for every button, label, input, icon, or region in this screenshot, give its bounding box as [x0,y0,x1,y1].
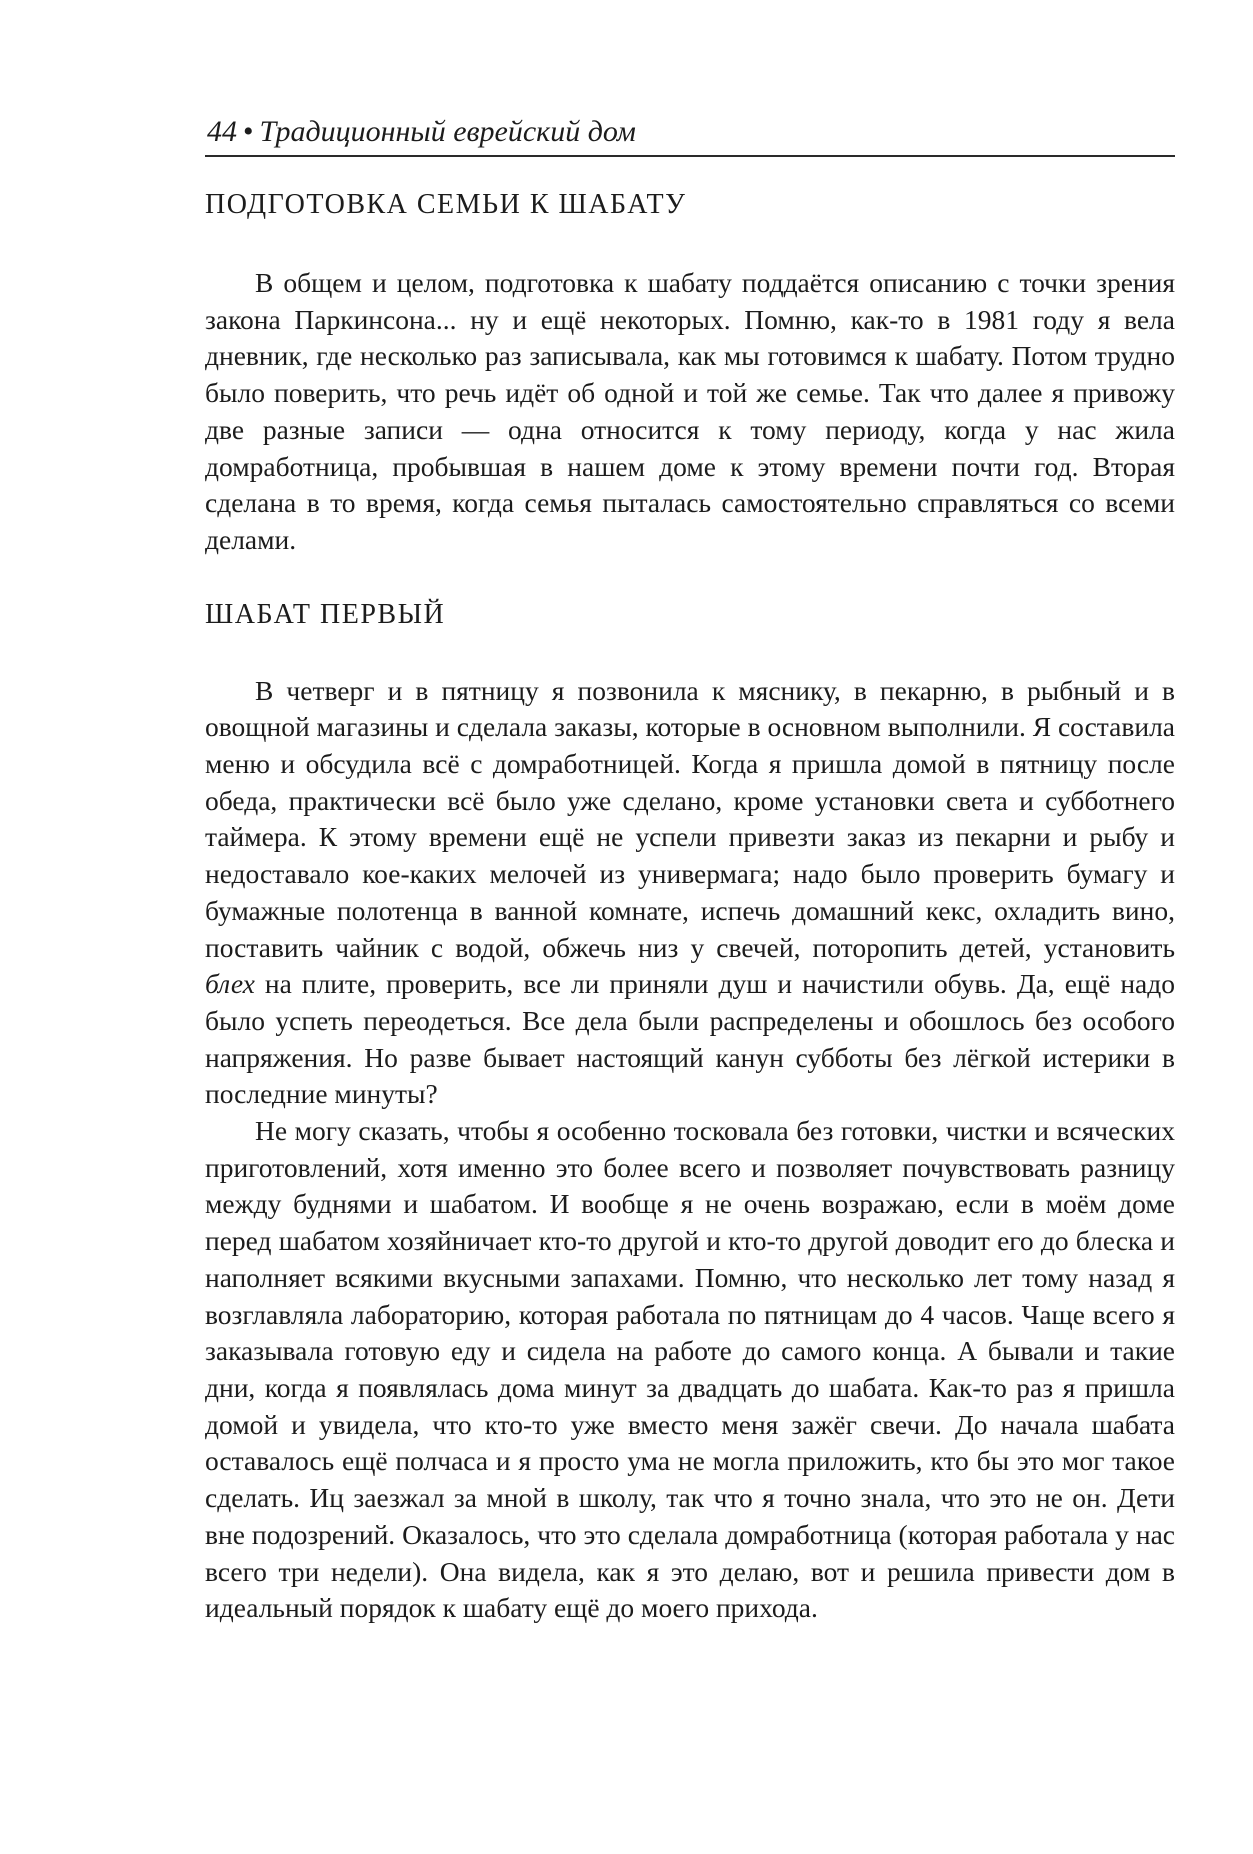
page-number: 44 [207,115,237,148]
running-head [205,112,1175,157]
paragraph-intro: В общем и целом, подготовка к шабату поддаётся описанию с точки зрения закона Паркинсона... ну и ещё некоторых. Помню, как-то в 1981 году я вела дневник, где несколько раз записывала, как мы готовимся к шабату. Потом трудно было поверить, что речь идёт об одной и той же семье. Так что далее я привожу две разные записи — одна относится к тому периоду, когда у нас жила домработница, пробывшая в нашем доме к этому времени почти год. Вторая сделана в то время, когда семья пыталась самостоятельно справляться со всеми делами. [205,267,1175,555]
paragraph-text-before: В четверг и в пятницу я позвонила к мяснику, в пекарню, в рыбный и в овощной магазины и сделала заказы, которые в основном выполнили. Я составила меню и обсудила всё с домработницей. Когда я пришла домой в пятницу после обеда, практически всё было уже сделано, кроме установки света и субботнего таймера. К этому времени ещё не успели привезти заказ из пекарни и рыбу и недоставало кое-каких мелочей из универмага; надо было проверить бумагу и бумажные полотенца в ванной комнате, испечь домашний кекс, охладить вино, поставить чайник с водой, обжечь низ у свечей, поторопить детей, установить [205,674,1175,963]
section-heading-first-shabbat: ШАБАТ ПЕРВЫЙ [205,598,446,630]
paragraph-housekeeper: Не могу сказать, чтобы я особенно тосковала без готовки, чистки и всяческих приготовлений, хотя именно это более всего и позволяет почувствовать разницу между буднями и шабатом. И вообще я не очень возражаю, если в моём доме перед шабатом хозяйничает кто-то другой и кто-то другой доводит его до блеска и наполняет всякими вкусными запахами. Помню, что несколько лет тому назад я возглавляла лабораторию, которая работала по пятницам до 4 часов. Чаще всего я заказывала готовую еду и сидела на работе до самого конца. А бывали и такие дни, когда я появлялась дома минут за двадцать до шабата. Как-то раз я пришла домой и увидела, что кто-то уже вместо меня зажёг свечи. До начала шабата оставалось ещё полчаса и я просто ума не могла приложить, кто бы это мог такое сделать. Иц заезжал за мной в школу, так что я точно знала, что это не он. Дети вне подозрений. Оказалось, что это сделала домработница (которая работала у нас всего три недели). Она видела, как я это делаю, вот и решила привести дом в идеальный порядок к шабату ещё до моего прихода. [205,1115,1175,1624]
paragraph-text-after: на плите, проверить, все ли приняли душ и начистили обувь. Да, ещё надо было успеть переодеться. Все дела были распределены и обошлось без особого напряжения. Но разве бывает настоящий канун субботы без лёгкой истерики в последние минуты? [205,968,1175,1110]
header-separator: • [243,115,254,148]
book-title: Традиционный еврейский дом [259,115,636,148]
section-heading-preparation: ПОДГОТОВКА СЕМЬИ К ШАБАТУ [205,189,687,220]
paragraph-thursday-friday [205,673,1175,1113]
italic-term-blekh: блех [205,968,255,1000]
book-page [205,112,1175,1627]
